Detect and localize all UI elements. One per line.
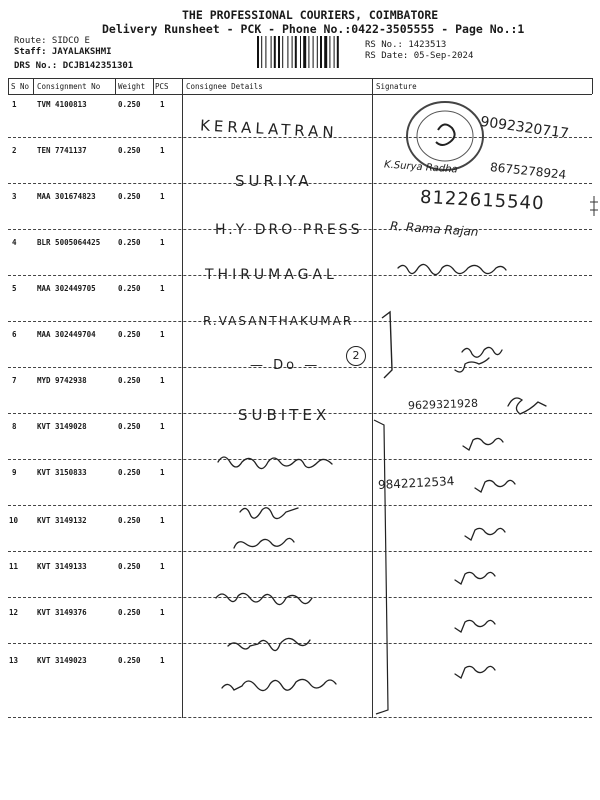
row-weight: 0.250	[118, 146, 141, 155]
handwritten-ditto: — Do —	[250, 358, 321, 373]
handwritten-consignee: R.VASANTHAKUMAR	[203, 314, 354, 328]
row-consignment: KVT 3149028	[37, 422, 87, 431]
row-weight: 0.250	[118, 562, 141, 571]
route-label: Route: SIDCO E	[14, 36, 90, 46]
col-weight: Weight	[118, 82, 146, 91]
row-consignment: MAA 302449705	[37, 284, 96, 293]
staff-label: Staff: JAYALAKSHMI	[14, 47, 112, 57]
row-pcs: 1	[160, 376, 165, 385]
margin-mark	[588, 194, 600, 218]
row-pcs: 1	[160, 422, 165, 431]
row-pcs: 1	[160, 330, 165, 339]
row-weight: 0.250	[118, 422, 141, 431]
handwritten-consignee-tamil	[228, 638, 310, 650]
handwritten-consignee-tamil	[240, 508, 298, 519]
runsheet-subtitle: Delivery Runsheet - PCK - Phone No.:0422-3505555 - Page No.:1	[102, 22, 525, 36]
row-pcs: 1	[160, 100, 165, 109]
handwritten-consignee: THIRUMAGAL	[205, 267, 338, 283]
handwritten-signature	[463, 438, 503, 450]
handwritten-signature-text: K.Surya Radha	[383, 159, 458, 176]
handwritten-consignee: H.Y DRO PRESS	[215, 222, 363, 238]
handwritten-signature-text: R. Rama Rajan	[389, 218, 479, 240]
handwritten-signature	[455, 358, 489, 372]
drs-number: DRS No.: DCJB142351301	[14, 61, 134, 71]
row-weight: 0.250	[118, 284, 141, 293]
handwritten-consignee-tamil	[218, 457, 332, 469]
row-consignment: BLR 5005064425	[37, 238, 101, 247]
handwritten-phone: 8675278924	[489, 160, 567, 182]
row-pcs: 1	[160, 284, 165, 293]
row-consignment: KVT 3149376	[37, 608, 87, 617]
handwritten-phone: 9629321928	[407, 396, 479, 413]
handwritten-signature	[465, 528, 505, 540]
row-pcs: 1	[160, 516, 165, 525]
row-sno: 8	[12, 422, 17, 431]
handwritten-signature	[475, 480, 515, 492]
handwritten-signature	[398, 264, 506, 274]
row-sno: 12	[9, 608, 19, 617]
row-consignment: TEN 7741137	[37, 146, 87, 155]
row-pcs: 1	[160, 468, 165, 477]
row-sno: 2	[12, 146, 17, 155]
handwritten-phone: 8122615540	[419, 186, 545, 215]
row-weight: 0.250	[118, 516, 141, 525]
row-weight: 0.250	[118, 608, 141, 617]
company-title: THE PROFESSIONAL COURIERS, COIMBATORE	[182, 8, 439, 22]
row-sno: 10	[9, 516, 19, 525]
row-consignment: MAA 301674823	[37, 192, 96, 201]
row-consignment: MYD 9742938	[37, 376, 87, 385]
row-consignment: KVT 3149023	[37, 656, 87, 665]
row-sno: 11	[9, 562, 19, 571]
col-sno: S No	[11, 82, 30, 91]
row-weight: 0.250	[118, 100, 141, 109]
handwritten-signature	[455, 666, 495, 678]
rs-number: RS No.: 1423513	[365, 40, 447, 50]
row-consignment: KVT 3149132	[37, 516, 87, 525]
col-consignment: Consignment No	[37, 82, 101, 91]
handwritten-signature	[455, 620, 495, 632]
row-consignment: KVT 3149133	[37, 562, 87, 571]
row-consignment: KVT 3150833	[37, 468, 87, 477]
row-sno: 4	[12, 238, 17, 247]
handwritten-phone: 9842212534	[377, 474, 455, 492]
handwritten-signature	[455, 572, 495, 584]
row-pcs: 1	[160, 562, 165, 571]
handwritten-signature	[508, 398, 546, 414]
row-sno: 1	[12, 100, 17, 109]
row-sno: 3	[12, 192, 17, 201]
row-weight: 0.250	[118, 656, 141, 665]
handwritten-consignee-tamil	[234, 538, 294, 548]
rs-date: RS Date: 05-Sep-2024	[365, 51, 474, 61]
row-pcs: 1	[160, 146, 165, 155]
handwritten-consignee-tamil	[216, 593, 312, 604]
handwritten-consignee: SUBITEX	[238, 406, 331, 424]
col-consignee: Consignee Details	[186, 82, 263, 91]
row-sno: 9	[12, 468, 17, 477]
row-weight: 0.250	[118, 330, 141, 339]
handwritten-consignee-tamil	[222, 679, 336, 690]
col-signature: Signature	[376, 82, 417, 91]
row-sno: 5	[12, 284, 17, 293]
row-weight: 0.250	[118, 238, 141, 247]
row-sno: 13	[9, 656, 19, 665]
handwritten-signature	[462, 347, 502, 357]
row-weight: 0.250	[118, 192, 141, 201]
handwritten-consignee: KERALATRAN	[199, 116, 339, 142]
row-pcs: 1	[160, 192, 165, 201]
row-weight: 0.250	[118, 376, 141, 385]
row-pcs: 1	[160, 238, 165, 247]
row-sno: 7	[12, 376, 17, 385]
handwritten-consignee: SURIYA	[235, 172, 313, 190]
col-pcs: PCS	[155, 82, 169, 91]
row-pcs: 1	[160, 656, 165, 665]
row-weight: 0.250	[118, 468, 141, 477]
ditto-circle-2: 2	[346, 346, 366, 366]
row-consignment: MAA 302449704	[37, 330, 96, 339]
row-consignment: TVM 4100813	[37, 100, 87, 109]
row-sno: 6	[12, 330, 17, 339]
handwritten-phone: 9092320717	[479, 113, 570, 143]
row-pcs: 1	[160, 608, 165, 617]
